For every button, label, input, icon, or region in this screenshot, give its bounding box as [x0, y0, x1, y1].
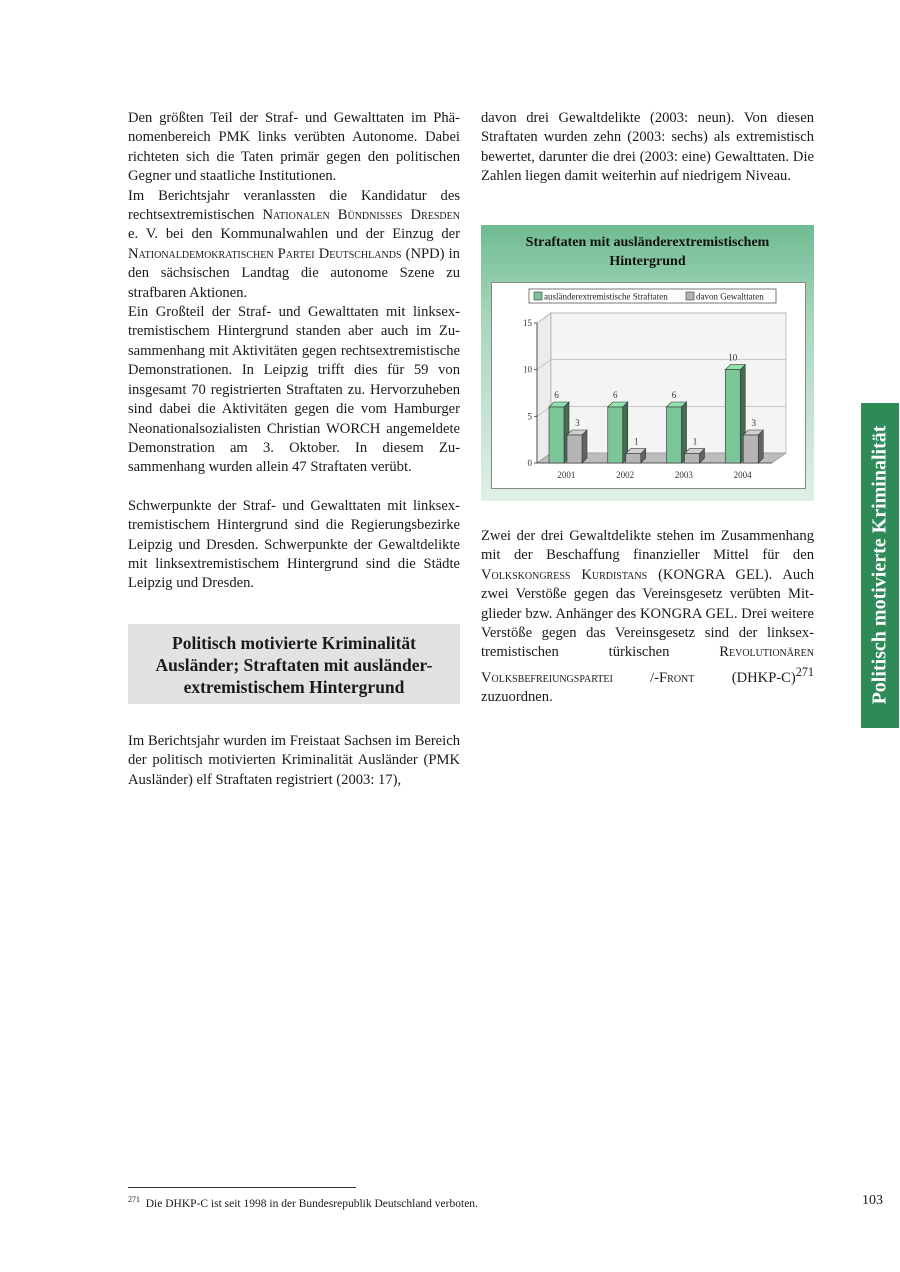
legend-label: davon Gewalttaten	[696, 291, 764, 302]
paragraph-kongra-gel: Zwei der drei Gewaltdelikte stehen im Zusammenhang mit der Beschaffung finanzieller Mittel für den Volkskongress Kurdistans (KONGRA GEL). Auch zwei Verstöße gegen das Vereinsgesetz verübten Mitglieder bzw. Anhänger des KONGRA GEL. Drei weitere Verstöße gegen das Vereinsgesetz sind der linksextremistischen türkischen Revolutionären Volksbefreiungspartei /-Front (DHKP-C)$^{271}$ zuzuordnen.	[481, 528, 814, 706]
data-label: 3	[751, 418, 756, 428]
bar	[685, 454, 700, 463]
bar-side	[582, 430, 587, 463]
data-label: 10	[728, 352, 738, 363]
x-tick-label: 2004	[733, 470, 752, 480]
bar	[626, 454, 641, 463]
y-tick-label: 5	[527, 411, 532, 422]
paragraph-pmk-links: Den größten Teil der Straf- und Gewalttaten im Phänomenbereich PMK links verübten Autonome. Dabei richteten sich die Taten primär gegen den politischen Gegner und staatliche Institutionen.	[128, 110, 460, 185]
legend-swatch	[534, 292, 542, 300]
footnote-rule	[128, 1187, 356, 1188]
data-label: 1	[634, 436, 639, 447]
paragraph-schwerpunkte: Schwerpunkte der Straf- und Gewalttaten mit linksextremistischem Hintergrund sind die Regierungsbezirke Leipzig und Dresden. Schwerpunkte der Gewaltdelikte mit linksextremistischem Hintergrund sind die Städte Leipzig und Dresden.	[128, 497, 460, 592]
bar	[743, 435, 758, 463]
footnote-number: 271	[128, 1195, 140, 1204]
right-column-top	[481, 109, 814, 187]
bar	[567, 435, 582, 463]
chapter-tab	[861, 403, 899, 728]
legend-label: ausländerextremistische Straftaten	[544, 291, 668, 302]
x-tick-label: 2003	[674, 470, 693, 480]
x-tick-label: 2001	[557, 470, 576, 480]
data-label: 6	[554, 390, 559, 400]
chart-plot-area	[491, 282, 806, 489]
y-tick-label: 10	[523, 364, 532, 375]
org-name: Nationalen Bündnisses Dresden	[262, 207, 460, 224]
paragraph-pmk-auslaender: Im Berichtsjahr wurden im Freistaat Sachsen im Bereich der politisch motivierten Kriminalität Ausländer (PMK Ausländer) elf Straftaten registriert (2003: 17),	[128, 732, 460, 788]
bar	[549, 407, 564, 463]
org-name: Volkskongress Kurdistans	[481, 566, 648, 583]
bar-chart	[492, 283, 805, 488]
page-number: 103	[862, 1193, 883, 1208]
paragraph-gewaltdelikte: davon drei Gewaltdelikte (2003: neun). Von diesen Straftaten wurden zehn (2003: sechs) als extremistisch bewertet, darunter die drei (2003: eine) Gewalttaten. Die Zahlen liegen damit weiterhin auf niedrigem Niveau.	[481, 110, 814, 185]
data-label: 1	[692, 436, 698, 447]
left-column	[128, 109, 460, 790]
bar	[608, 407, 623, 463]
bar	[725, 370, 740, 463]
y-tick-label: 0	[527, 458, 532, 468]
section-heading: Politisch motivierte Kriminalität Ausländer; Straftaten mit ausländer- extremistischem Hintergrund	[128, 624, 460, 704]
data-label: 3	[575, 418, 580, 428]
bar-side	[758, 430, 763, 463]
paragraph-demonstrationen: Ein Großteil der Straf- und Gewalttaten mit linksextremistischem Hintergrund standen aber auch im Zusammenhang mit Aktivitäten gegen rechtsextremistische Demonstrationen. In Leipzig trifft dies für 59 von insgesamt 70 registrierten Straftaten zu. Hervorzuheben sind dabei die Aktivitäten gegen die vom Hamburger Neonationalsozialisten Christian WORCH angemeldete Demonstration am 3. Oktober. In diesem Zusammenhang wurden allein 47 Straftaten verübt.	[128, 304, 460, 476]
footnote-text: Die DHKP-C ist seit 1998 in der Bundesrepublik Deutschland verboten.	[145, 1197, 478, 1210]
footnote	[128, 1193, 478, 1211]
chart-title: Straftaten mit ausländerextremistischem Hintergrund	[525, 235, 770, 269]
bar	[667, 407, 682, 463]
chart-figure	[481, 225, 814, 501]
right-column-bottom	[481, 527, 814, 708]
org-name: Nationaldemokratischen Partei Deutschlands	[128, 245, 402, 262]
data-label: 6	[671, 390, 677, 400]
y-tick-label: 15	[523, 318, 532, 328]
org-name: Revolutionären Volksbefreiungspartei /-Front	[481, 644, 814, 686]
footnote-ref[interactable]: 271	[795, 664, 814, 679]
data-label: 6	[613, 390, 618, 400]
x-tick-label: 2002	[616, 470, 635, 480]
paragraph-kandidatur: Im Berichtsjahr veranlassten die Kandidatur des rechtsextremistischen Nationalen Bündnisses Dresden e. V. bei den Kommunalwahlen und der Einzug der Nationaldemokratischen Partei Deutschlands (NPD) in den sächsischen Landtag die autonome Szene zu strafbaren Aktionen.	[128, 187, 460, 301]
legend-swatch	[686, 292, 694, 300]
chapter-tab-label: Politisch motivierte Kriminalität	[868, 425, 891, 705]
